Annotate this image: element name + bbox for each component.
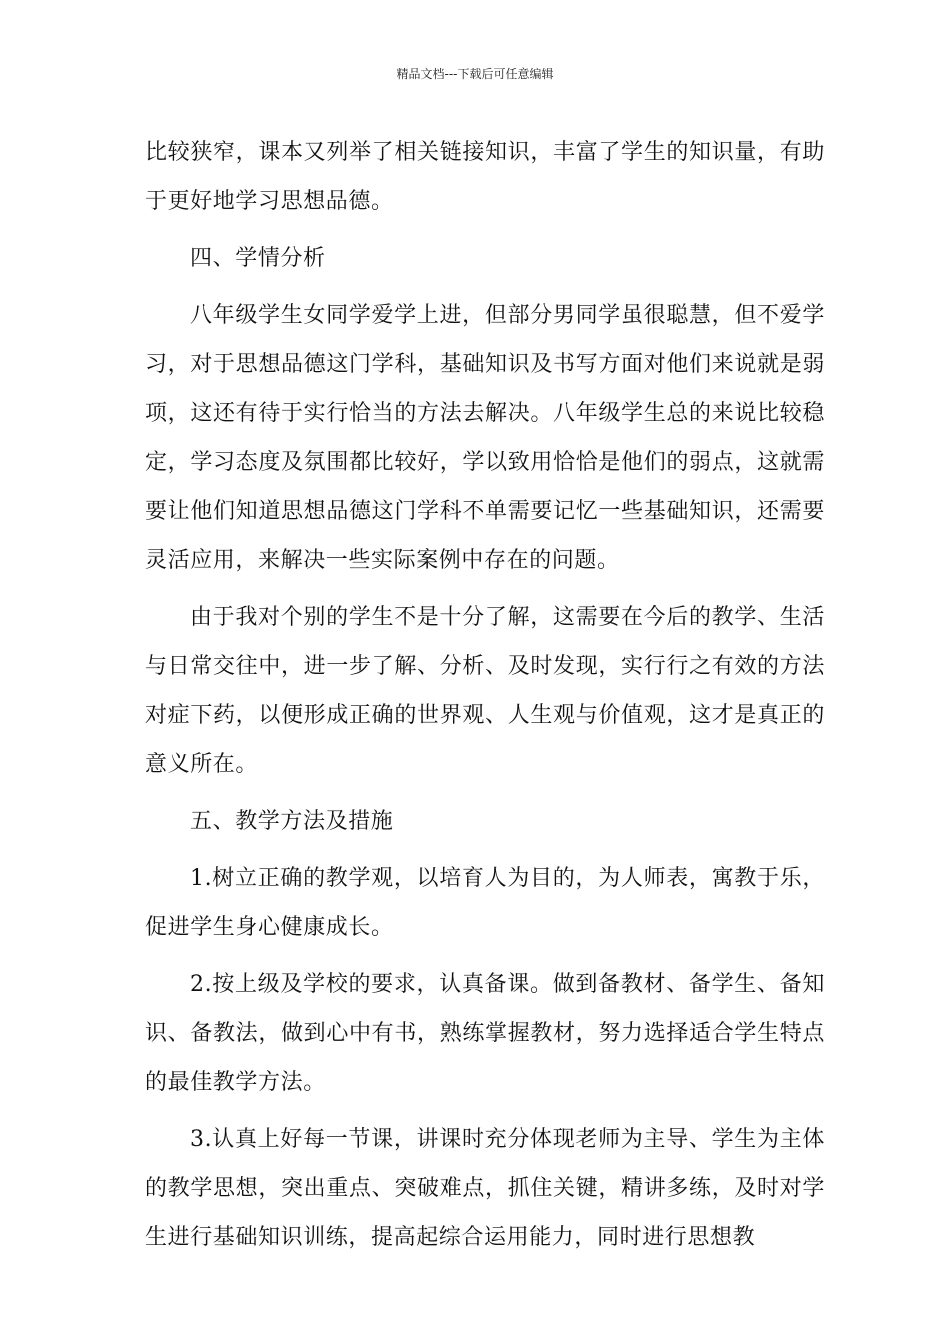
section-heading-teaching-methods: 五、教学方法及措施: [190, 809, 394, 834]
document-body: [145, 128, 825, 1262]
paragraph-continued: 比较狭窄，课本又列举了相关链接知识，丰富了学生的知识量，有助于更好地学习思想品德。: [145, 140, 825, 214]
page-header: 精品文档---下载后可任意编辑: [396, 67, 554, 81]
list-item-3: 3.认真上好每一节课，讲课时充分体现老师为主导、学生为主体的教学思想，突出重点、突破难点，抓住关键，精讲多练，及时对学生进行基础知识训练，提高起综合运用能力，同时进行思想教: [145, 1127, 825, 1250]
list-item-1: 1.树立正确的教学观，以培育人为目的，为人师表，寓教于乐，促进学生身心健康成长。: [145, 866, 825, 940]
paragraph-individual-students: 由于我对个别的学生不是十分了解，这需要在今后的教学、生活与日常交往中，进一步了解、分析、及时发现，实行行之有效的方法对症下药，以便形成正确的世界观、人生观与价值观，这才是真正的意义所在。: [145, 605, 825, 777]
section-heading-learning-analysis: 四、学情分析: [190, 246, 326, 271]
list-item-2: 2.按上级及学校的要求，认真备课。做到备教材、备学生、备知识、备教法，做到心中有书，熟练掌握教材，努力选择适合学生特点的最佳教学方法。: [145, 972, 825, 1095]
paragraph-student-analysis: 八年级学生女同学爱学上进，但部分男同学虽很聪慧，但不爱学习，对于思想品德这门学科，基础知识及书写方面对他们来说就是弱项，这还有待于实行恰当的方法去解决。八年级学生总的来说比较稳定，学习态度及氛围都比较好，学以致用恰恰是他们的弱点，这就需要让他们知道思想品德这门学科不单需要记忆一些基础知识，还需要灵活应用，来解决一些实际案例中存在的问题。: [145, 303, 825, 573]
